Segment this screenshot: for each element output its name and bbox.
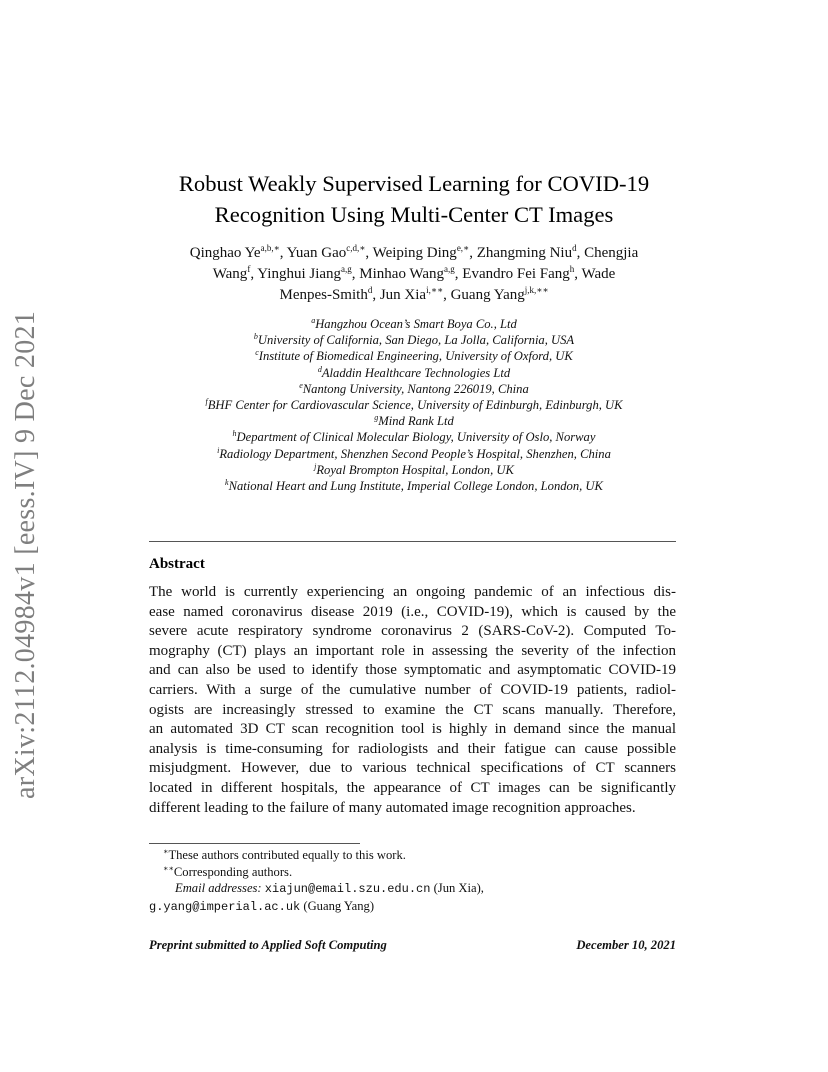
affiliation-key: a bbox=[311, 316, 316, 325]
author-line bbox=[120, 285, 708, 306]
author-name: Yinghui Jiang bbox=[257, 266, 342, 282]
affiliation-item bbox=[120, 381, 708, 397]
affiliation-item bbox=[120, 365, 708, 381]
affiliation-key: k bbox=[225, 478, 229, 488]
affiliation-key: c bbox=[255, 348, 259, 358]
author-affiliation-mark: a,b,∗ bbox=[260, 243, 280, 253]
footnote-emails bbox=[149, 880, 689, 898]
footer-journal: Preprint submitted to Applied Soft Computing bbox=[149, 938, 387, 952]
affiliation-key: h bbox=[232, 429, 237, 439]
author-separator: , bbox=[454, 266, 463, 282]
affiliation-text: BHF Center for Cardiovascular Science, University of Edinburgh, Edinburgh, UK bbox=[207, 398, 623, 413]
author-separator: , bbox=[574, 266, 582, 282]
author-separator: , bbox=[351, 266, 360, 282]
abstract-line: misjudgment. However, due to various technical specifications of CT scanners bbox=[149, 760, 676, 777]
author-name: Qinghao Ye bbox=[189, 245, 261, 261]
abstract-line: ease named coronavirus disease 2019 (i.e., COVID-19), which is caused by the bbox=[149, 603, 676, 620]
footnote-emails-cont bbox=[149, 898, 689, 916]
author-name: Wang bbox=[212, 266, 248, 282]
affiliation-key: e bbox=[299, 380, 303, 390]
abstract-line: mography (CT) plays an important role in assessing the severity of the infection bbox=[149, 642, 676, 659]
abstract-line: and can also be used to identify those symptomatic and asymptomatic COVID-19 bbox=[149, 662, 676, 679]
author-name: Minhao Wang bbox=[359, 266, 445, 282]
affiliation-key: j bbox=[314, 461, 317, 471]
author-affiliation-mark: f bbox=[247, 264, 251, 274]
abstract-line: severe acute respiratory syndrome coronavirus 2 (SARS-CoV-2). Computed To- bbox=[149, 623, 676, 640]
email-owner-1: (Jun Xia), bbox=[433, 881, 484, 895]
arxiv-identifier-stamp: arXiv:2112.04984v1 [eess.IV] 9 Dec 2021 bbox=[10, 310, 41, 799]
author-name: Yuan Gao bbox=[286, 245, 347, 261]
affiliation-item bbox=[120, 397, 708, 413]
affiliation-item bbox=[120, 413, 708, 429]
affiliation-key: f bbox=[205, 397, 208, 407]
affiliation-text: Royal Brompton Hospital, London, UK bbox=[316, 462, 514, 477]
affiliation-key: b bbox=[253, 332, 258, 342]
footer-date: December 10, 2021 bbox=[576, 938, 676, 952]
author-name: Chengjia bbox=[584, 245, 639, 261]
author-list bbox=[120, 243, 708, 306]
author-name: Evandro Fei Fang bbox=[462, 266, 570, 282]
footnote-mark: ∗ bbox=[163, 847, 169, 856]
affiliation-key: d bbox=[317, 364, 322, 374]
abstract-top-rule bbox=[149, 541, 676, 542]
paper-title bbox=[120, 168, 708, 230]
affiliation-text: Nantong University, Nantong 226019, China bbox=[302, 381, 529, 396]
affiliation-item bbox=[120, 348, 708, 364]
author-name: Jun Xia bbox=[379, 287, 427, 303]
abstract-line: different leading to the failure of many automated image recognition approaches. bbox=[149, 799, 636, 816]
author-separator: , bbox=[443, 287, 451, 303]
author-line bbox=[120, 264, 708, 285]
author-affiliation-mark: i,∗∗ bbox=[426, 285, 444, 295]
page-footer bbox=[149, 938, 676, 953]
email-link-1[interactable]: xiajun@email.szu.edu.cn bbox=[264, 882, 431, 896]
affiliation-text: Hangzhou Ocean’s Smart Boya Co., Ltd bbox=[315, 317, 517, 331]
author-separator: , bbox=[576, 245, 585, 261]
author-name: Weiping Ding bbox=[372, 245, 457, 261]
author-affiliation-mark: a,g bbox=[444, 264, 455, 274]
affiliation-item bbox=[120, 462, 708, 478]
author-name: Zhangming Niu bbox=[476, 245, 573, 261]
affiliation-key: g bbox=[374, 413, 379, 423]
footnote-text: These authors contributed equally to this work. bbox=[168, 848, 406, 862]
footnote-rule bbox=[149, 843, 360, 844]
author-affiliation-mark: d bbox=[367, 285, 373, 295]
author-affiliation-mark: d bbox=[572, 243, 577, 253]
affiliation-key: i bbox=[217, 445, 220, 455]
footnote-corresponding bbox=[149, 864, 689, 881]
email-link-2[interactable]: g.yang@imperial.ac.uk bbox=[149, 899, 301, 914]
footnotes bbox=[149, 847, 689, 915]
author-affiliation-mark: h bbox=[569, 264, 575, 274]
author-separator: , bbox=[372, 287, 380, 303]
affiliation-text: Mind Rank Ltd bbox=[378, 414, 454, 429]
abstract-line: carriers. With a surge of the cumulative number of COVID-19 patients, radiol- bbox=[149, 681, 676, 698]
author-separator: , bbox=[279, 245, 287, 261]
title-line-1: Robust Weakly Supervised Learning for COVID-19 bbox=[178, 171, 650, 196]
author-line bbox=[120, 243, 708, 264]
author-separator: , bbox=[469, 245, 477, 261]
affiliation-text: Aladdin Healthcare Technologies Ltd bbox=[321, 365, 511, 380]
affiliation-text: University of California, San Diego, La Jolla, California, USA bbox=[257, 333, 575, 348]
footnote-mark: ∗∗ bbox=[163, 863, 174, 873]
author-separator: , bbox=[250, 266, 258, 282]
abstract-line: located in different hospitals, the appearance of CT images can be significantly bbox=[149, 779, 676, 796]
author-affiliation-mark: e,∗ bbox=[456, 243, 470, 253]
abstract-line: The world is currently experiencing an ongoing pandemic of an infectious dis- bbox=[149, 584, 676, 600]
author-name: Guang Yang bbox=[450, 287, 525, 303]
abstract-line: analysis is time-consuming for radiologists and their fatigue can cause possible bbox=[149, 740, 676, 757]
author-separator: , bbox=[365, 245, 373, 261]
affiliation-item bbox=[120, 429, 708, 445]
abstract-heading: Abstract bbox=[149, 556, 205, 572]
affiliation-item bbox=[120, 478, 708, 494]
affiliation-text: National Heart and Lung Institute, Imperial College London, London, UK bbox=[228, 479, 603, 494]
abstract-body bbox=[149, 583, 676, 818]
footnote-equal-contribution bbox=[149, 847, 689, 864]
affiliation-text: Department of Clinical Molecular Biology, University of Oslo, Norway bbox=[236, 430, 596, 445]
author-name: Menpes-Smith bbox=[279, 287, 368, 303]
author-affiliation-mark: a,g bbox=[341, 264, 352, 274]
affiliation-item bbox=[120, 332, 708, 348]
affiliation-text: Institute of Biomedical Engineering, University of Oxford, UK bbox=[258, 349, 573, 364]
email-owner-2: (Guang Yang) bbox=[303, 898, 375, 913]
abstract-line: ogists are increasingly stressed to examine the CT scans manually. Therefore, bbox=[149, 701, 676, 718]
affiliation-list bbox=[120, 316, 708, 494]
footnote-text: Corresponding authors. bbox=[173, 864, 293, 879]
author-affiliation-mark: c,d,∗ bbox=[346, 243, 366, 253]
author-name: Wade bbox=[581, 266, 616, 282]
email-label: Email addresses: bbox=[175, 881, 262, 895]
author-affiliation-mark: j,k,∗∗ bbox=[524, 285, 549, 295]
affiliation-text: Radiology Department, Shenzhen Second People’s Hospital, Shenzhen, China bbox=[219, 446, 611, 461]
title-line-2: Recognition Using Multi-Center CT Images bbox=[214, 202, 614, 227]
abstract-line: an automated 3D CT scan recognition tool is highly in demand since the manual bbox=[149, 721, 676, 738]
affiliation-item bbox=[120, 316, 708, 332]
affiliation-item bbox=[120, 446, 708, 462]
